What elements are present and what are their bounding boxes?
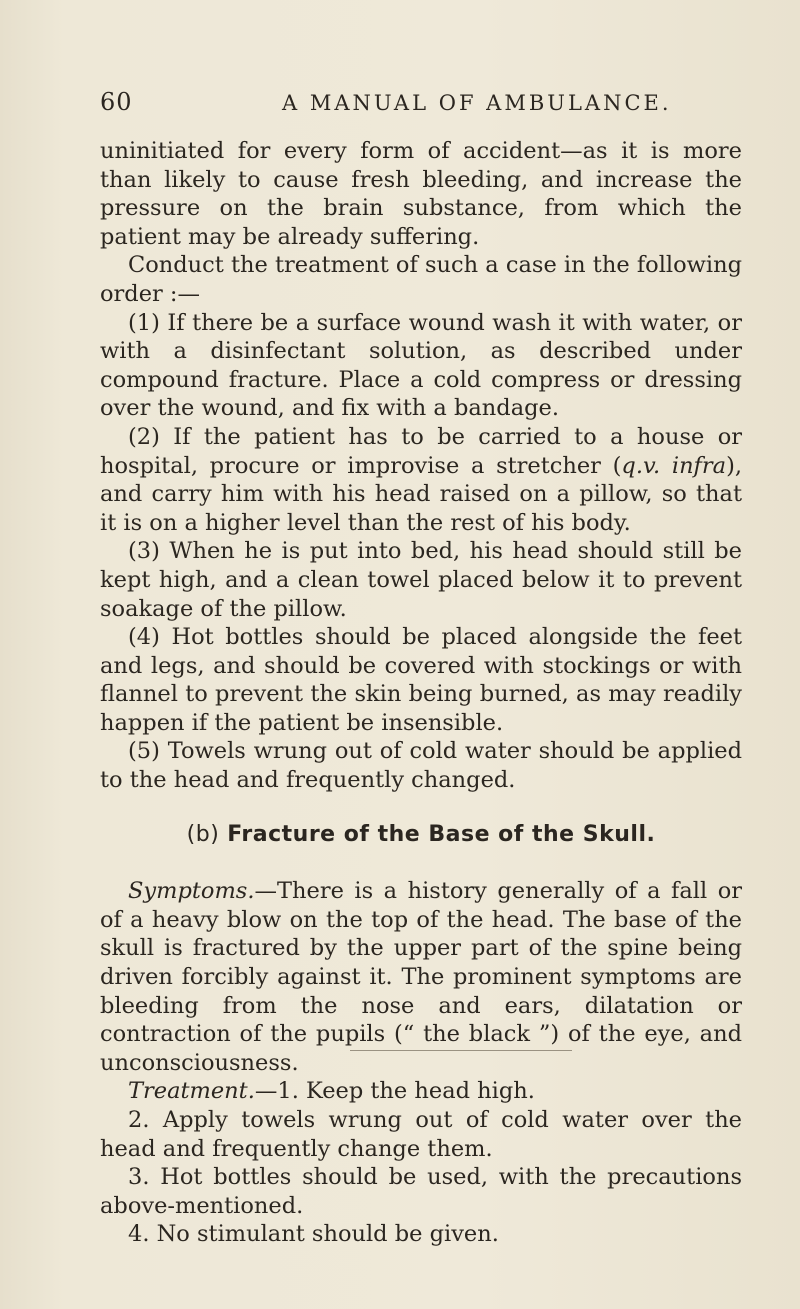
- step-2-text-a: (2) If the patient has to be carried to a house or hospital, procure or improvise a stretcher (: [100, 423, 742, 479]
- paragraph-order: Conduct the treatment of such a case in the following order :—: [100, 252, 742, 307]
- treatment-item-1-text: —1. Keep the head high.: [254, 1078, 535, 1105]
- page-header: [100, 88, 740, 124]
- treatment-item-1: [100, 1077, 742, 1106]
- step-5: (5) Towels wrung out of cold water should be applied to the head and frequently changed.: [100, 738, 742, 794]
- section-heading: [100, 821, 742, 850]
- step-4: (4) Hot bottles should be placed alongside the feet and legs, and should be covered with stockings or with flannel to prevent the skin being burned, as may readily happen if the patient be insensible.: [100, 624, 742, 736]
- treatment-item-4: 4. No stimulant should be given.: [128, 1221, 499, 1248]
- treatment-item-3: 3. Hot bottles should be used, with the precautions above-mentioned.: [100, 1164, 742, 1219]
- closing-rule: [350, 1050, 572, 1051]
- paragraph-intro: uninitiated for every form of accident—as it is more than likely to cause fresh bleeding, and increase the pressure on the brain substance, from which the patient may be already suffering.: [100, 138, 742, 250]
- section-title: Fracture of the Base of the Skull.: [227, 821, 656, 847]
- step-1: (1) If there be a surface wound wash it with water, or with a disinfectant solution, as described under compound fracture. Place a cold compress or dressing over the wound, and fix with a bandage.: [100, 309, 742, 422]
- symptoms-label: Symptoms.: [128, 878, 255, 905]
- section-label: (b): [186, 821, 220, 847]
- symptoms-paragraph: [100, 877, 742, 1077]
- step-3: (3) When he is put into bed, his head should still be kept high, and a clean towel placed below it to prevent soakage of the pillow.: [100, 538, 742, 622]
- symptoms-text: —There is a history generally of a fall or of a heavy blow on the top of the head. The base of the skull is fractured by the upper part of the spine being driven forcibly against it. The prominent symptoms are bleeding from the nose and ears, dilatation or contraction of the pupils (“ the black ”) of the eye, and unconsciousness.: [100, 878, 742, 1076]
- step-2-text-b: ), and carry him with his head raised on a pillow, so that it is on a higher level than the rest of his body.: [100, 452, 742, 536]
- running-head: A MANUAL OF AMBULANCE.: [282, 91, 672, 115]
- body-text: [100, 137, 742, 1249]
- step-2-infra: infra: [671, 452, 727, 479]
- treatment-label: Treatment.: [128, 1078, 255, 1105]
- page-number: 60: [100, 88, 133, 116]
- step-2: [100, 423, 742, 537]
- treatment-item-2: 2. Apply towels wrung out of cold water over the head and frequently change them.: [100, 1107, 742, 1162]
- step-2-qv: q.v.: [621, 452, 661, 479]
